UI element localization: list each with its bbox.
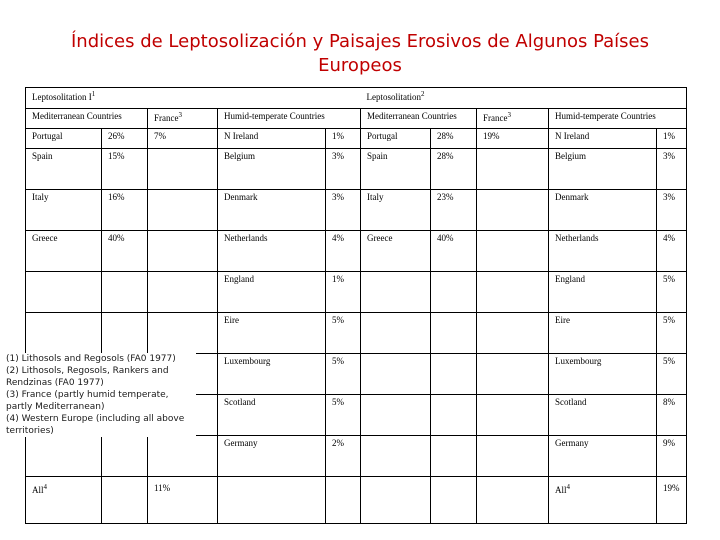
humid-value-cell: 4% [326,231,361,272]
subheader-row [26,109,687,129]
mediterranean-value-cell [431,436,477,477]
all-label-sup: 4 [566,483,571,491]
mediterranean-value-cell: 15% [102,149,148,190]
all-row [26,477,687,524]
france-value-cell [477,436,549,477]
mediterranean-country-cell: Spain [361,149,431,190]
france-value-cell: 19% [477,129,549,149]
mediterranean-value-cell [431,395,477,436]
humid-value-cell: 5% [657,272,687,313]
humid-value-cell: 5% [657,354,687,395]
table-row [26,272,687,313]
left-france-header: France$^3$ [148,109,218,129]
humid-value-cell: 3% [326,149,361,190]
mediterranean-value-cell [102,313,148,354]
france-value-cell [477,190,549,231]
humid-country-cell: N Ireland [549,129,657,149]
mediterranean-value-cell: 26% [102,129,148,149]
humid-country-cell: Denmark [218,190,326,231]
humid-country-cell: Belgium [549,149,657,190]
mediterranean-country-cell [361,272,431,313]
right-mediterranean-header: Mediterranean Countries [361,109,477,129]
humid-value-cell: 4% [657,231,687,272]
mediterranean-country-cell: Greece [361,231,431,272]
france-value-cell [477,313,549,354]
france-value-cell [477,395,549,436]
humid-country-cell: Belgium [218,149,326,190]
humid-country-cell: England [549,272,657,313]
mediterranean-country-cell [361,436,431,477]
left-humid-header: Humid-temperate Countries [218,109,361,129]
mediterranean-country-cell [361,395,431,436]
france-value-cell [148,149,218,190]
mediterranean-country-cell [361,313,431,354]
humid-country-cell: Scotland [549,395,657,436]
humid-country-cell: N Ireland [218,129,326,149]
page-title: Índices de Leptosolización y Paisajes Erosivos de Algunos Países Europeos [71,31,649,76]
table-row [26,313,687,354]
mediterranean-country-cell [26,436,102,477]
mediterranean-country-cell: Italy [26,190,102,231]
mediterranean-value-cell [102,436,148,477]
right-all-label [549,477,657,524]
mediterranean-value-cell: 23% [431,190,477,231]
humid-country-cell: Netherlands [218,231,326,272]
mediterranean-country-cell: Portugal [26,129,102,149]
humid-country-cell: Scotland [218,395,326,436]
right-all-value: 19% [657,477,687,524]
footnote: (2) Lithosols, Regosols, Rankers and Rendzinas (FA0 1977) [6,366,169,388]
mediterranean-value-cell: 28% [431,149,477,190]
france-value-cell [477,149,549,190]
humid-value-cell: 1% [326,272,361,313]
left-mediterranean-header: Mediterranean Countries [26,109,148,129]
humid-value-cell: 5% [657,313,687,354]
empty-cell [218,477,326,524]
mediterranean-value-cell [431,354,477,395]
left-all-label [26,477,102,524]
france-value-cell [148,436,218,477]
mediterranean-country-cell [26,272,102,313]
humid-value-cell: 5% [326,354,361,395]
mediterranean-value-cell [102,272,148,313]
france-value-cell [148,272,218,313]
humid-value-cell: 9% [657,436,687,477]
humid-value-cell: 8% [657,395,687,436]
table-row [26,129,687,149]
footnote: (4) Western Europe (including all above territories) [6,414,185,436]
france-value-cell [477,231,549,272]
footnote: (3) France (partly humid temperate, partly Mediterranean) [6,390,169,412]
mediterranean-value-cell [431,272,477,313]
humid-country-cell: England [218,272,326,313]
humid-value-cell: 3% [657,149,687,190]
humid-value-cell: 3% [326,190,361,231]
france-value-cell [148,313,218,354]
table-row [26,190,687,231]
all-label-sup: 4 [43,483,48,491]
right-france-header: France$^3$ [477,109,549,129]
table-body [26,88,687,524]
humid-country-cell: Eire [549,313,657,354]
group-header-row [26,88,687,109]
leptosol-table [25,87,687,524]
humid-country-cell: Luxembourg [549,354,657,395]
footnote: (1) Lithosols and Regosols (FA0 1977) [6,354,176,364]
humid-value-cell: 5% [326,395,361,436]
france-value-cell [477,354,549,395]
france-value-cell [148,190,218,231]
left-all-value: 11% [148,477,218,524]
mediterranean-country-cell [361,354,431,395]
mediterranean-country-cell [26,313,102,354]
humid-country-cell: Germany [218,436,326,477]
mediterranean-value-cell: 40% [431,231,477,272]
humid-country-cell: Denmark [549,190,657,231]
table-row [26,436,687,477]
all-label-text: All [32,485,44,495]
humid-value-cell: 3% [657,190,687,231]
empty-cell [361,477,431,524]
france-value-cell: 7% [148,129,218,149]
empty-cell [102,477,148,524]
mediterranean-country-cell: Italy [361,190,431,231]
france-value-cell [477,272,549,313]
mediterranean-country-cell: Portugal [361,129,431,149]
humid-value-cell: 1% [657,129,687,149]
humid-country-cell: Eire [218,313,326,354]
group-right-header: Leptosolitation$^2$ [361,88,687,109]
empty-cell [477,477,549,524]
right-humid-header: Humid-temperate Countries [549,109,687,129]
empty-cell [431,477,477,524]
humid-country-cell: Germany [549,436,657,477]
humid-country-cell: Luxembourg [218,354,326,395]
mediterranean-value-cell [431,313,477,354]
group-left-header: Leptosolitation $I^1$ [26,88,361,109]
mediterranean-country-cell: Greece [26,231,102,272]
mediterranean-value-cell: 28% [431,129,477,149]
humid-country-cell: Netherlands [549,231,657,272]
empty-cell [326,477,361,524]
all-label-text: All [555,485,567,495]
humid-value-cell: 1% [326,129,361,149]
mediterranean-value-cell: 16% [102,190,148,231]
mediterranean-country-cell: Spain [26,149,102,190]
footnotes [6,353,196,437]
mediterranean-value-cell: 40% [102,231,148,272]
humid-value-cell: 5% [326,313,361,354]
france-value-cell [148,231,218,272]
table-row [26,231,687,272]
table-row [26,149,687,190]
humid-value-cell: 2% [326,436,361,477]
